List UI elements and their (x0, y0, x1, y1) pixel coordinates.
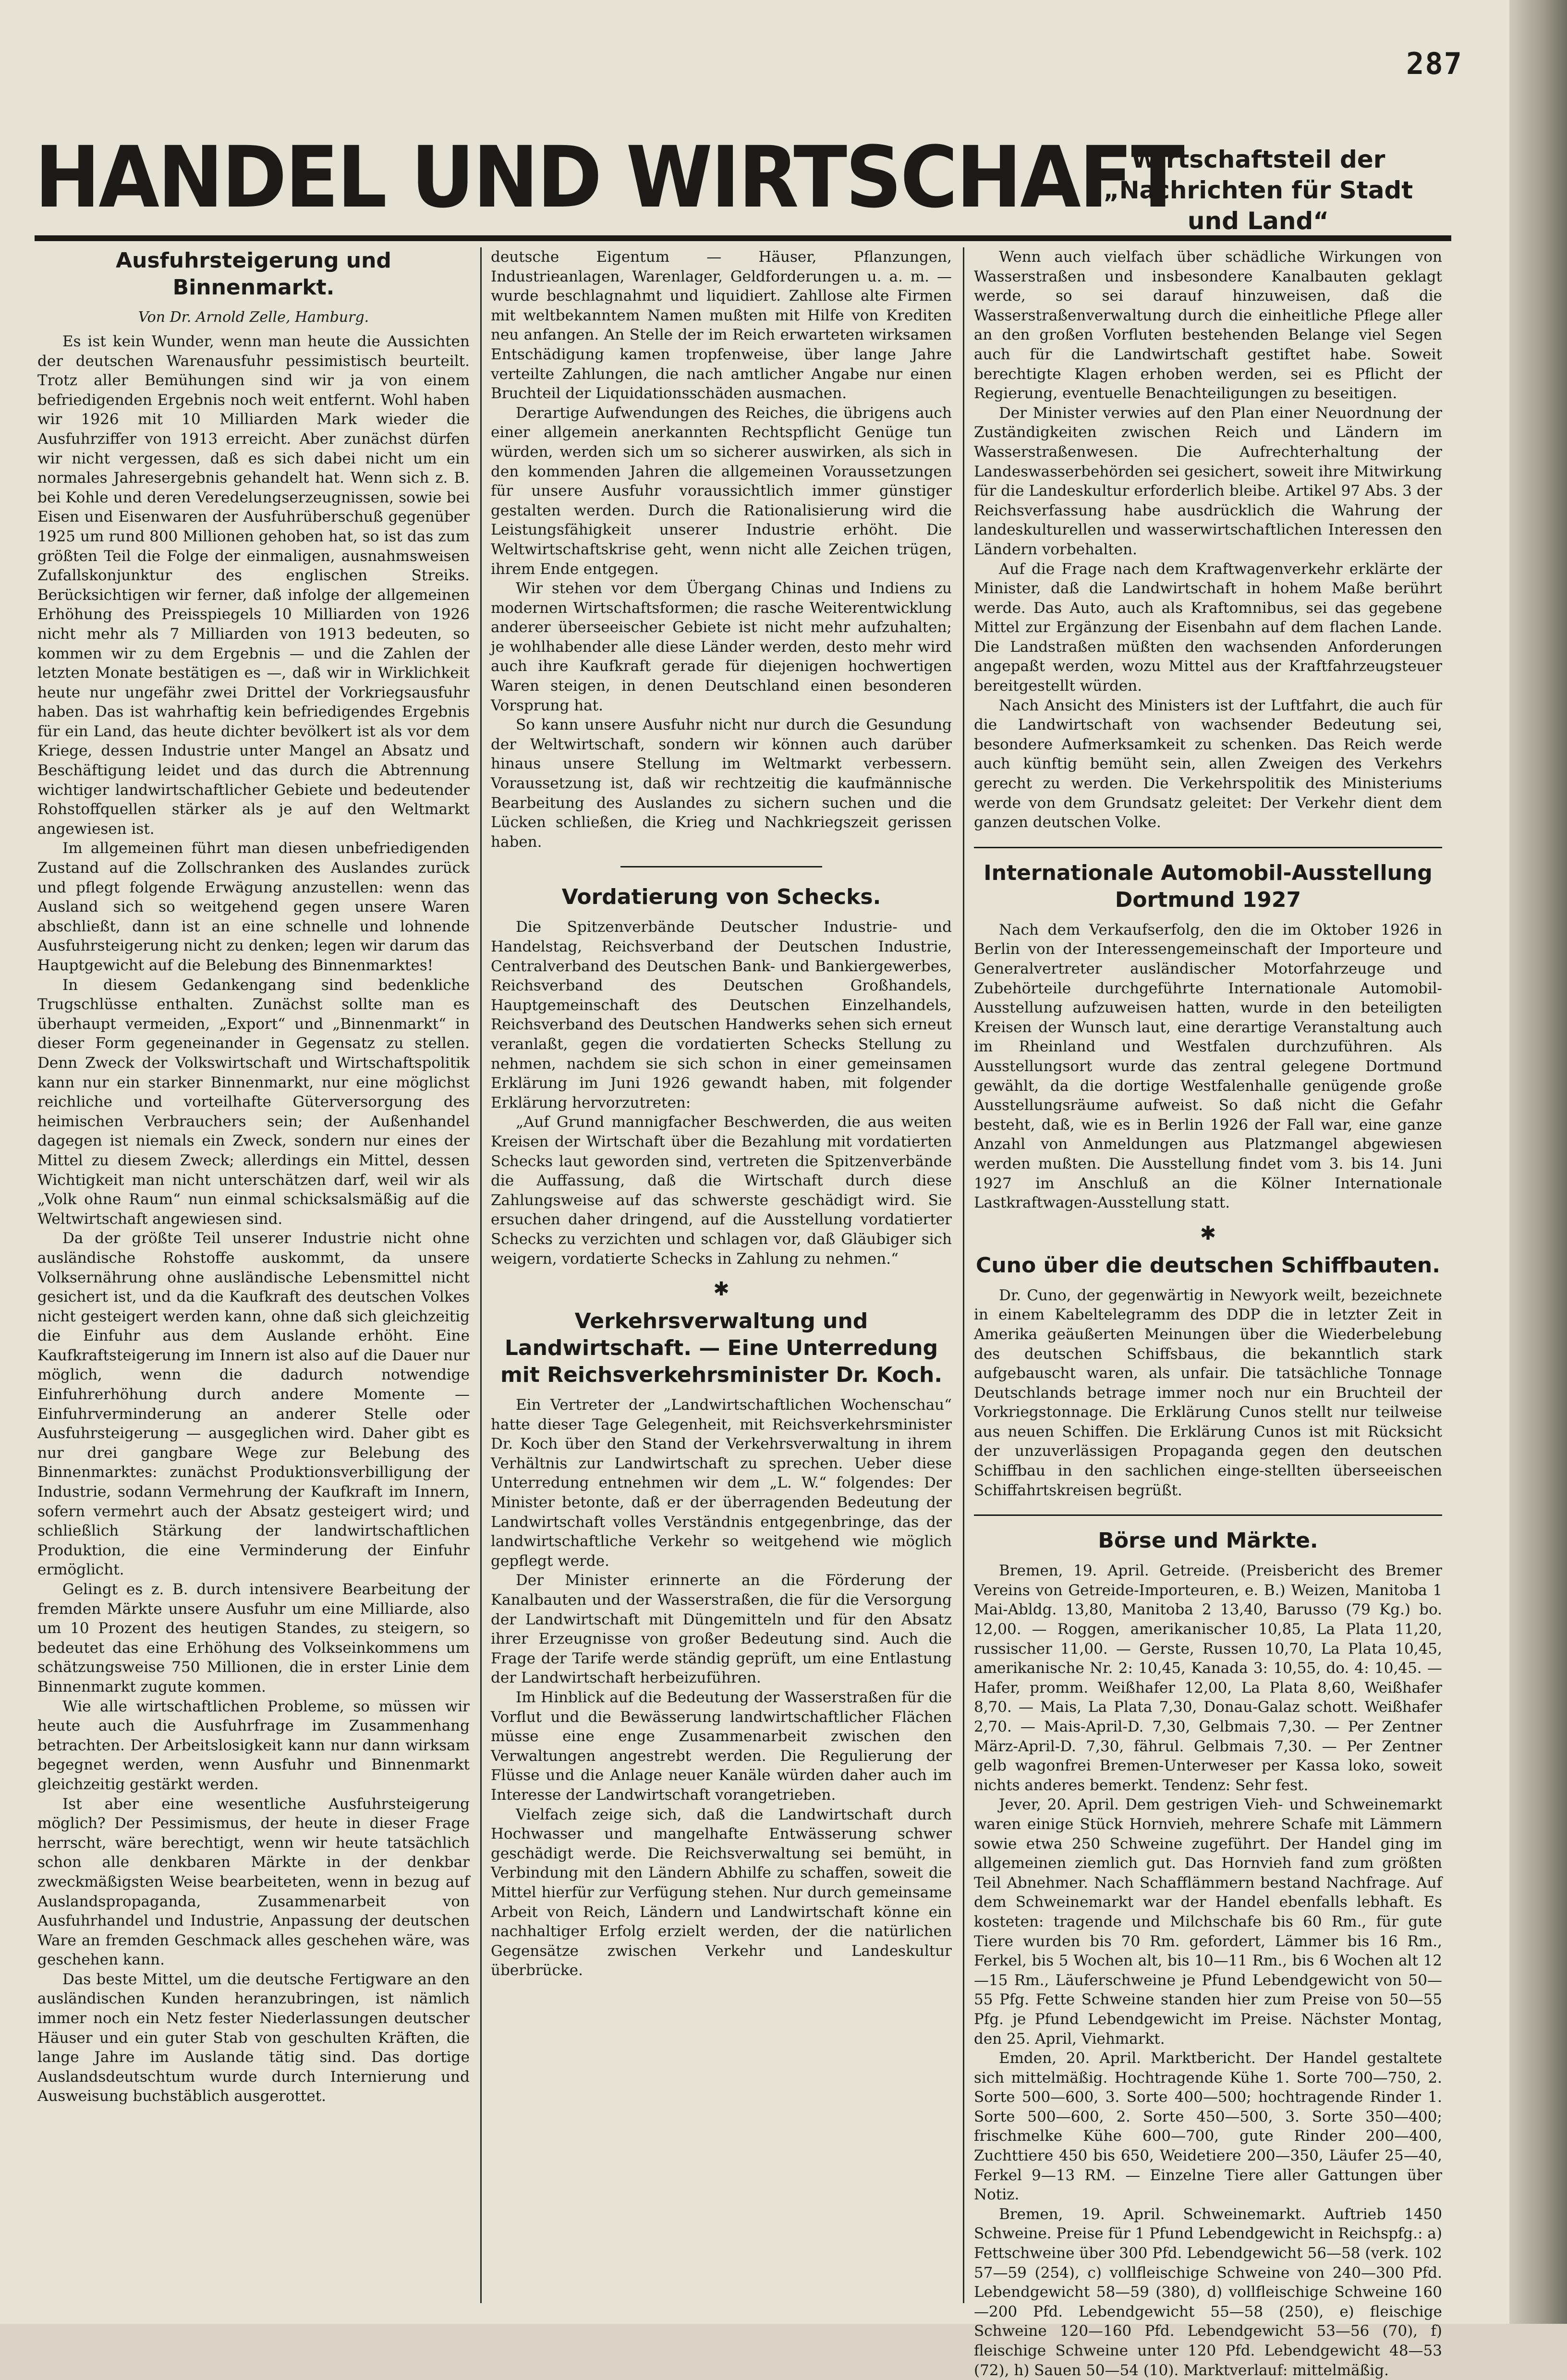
paragraph: Wie alle wirtschaftlichen Probleme, so müssen wir heute auch die Ausfuhrfrage im Zusammenhang betrachten. Der Arbeitslosigkeit kann nur dann wirksam begegnet werden, wenn Ausfuhr und Binnenmarkt gleichzeitig gestärkt werden. (37, 1697, 470, 1793)
paragraph: Vielfach zeige sich, daß die Landwirtschaft durch Hochwasser und mangelhafte Entwässerung schwer geschädigt werde. Die Reichsverwaltung sei bemüht, in Verbindung mit den Ländern Abhilfe zu schaffen, soweit die Mittel hierfür zur Verfügung stehen. Nur durch gemeinsame Arbeit von Reich, Ländern und Landwirtschaft könne ein nachhaltiger Erfolg erzielt werden, der die natürlichen Gegensätze zwischen Verkehr und Landeskultur überbrücke. (491, 1806, 952, 1979)
column-2 (491, 247, 952, 2303)
article-separator (620, 866, 822, 867)
paragraph: Jever, 20. April. Dem gestrigen Vieh- und Schweinemarkt waren einige Stück Hornvieh, mehrere Schafe mit Lämmern sowie etwa 250 Schweine zugeführt. Der Handel ging im allgemeinen ziemlich gut. Das Hornvieh fand zum größten Teil Abnehmer. Nach Schafflämmern bestand Nachfrage. Auf dem Schweinemarkt war der Handel ebenfalls lebhaft. Es kosteten: tragende und Milchschafe bis 60 Rm., für gute Tiere wurden bis 70 Rm. gefordert, Lämmer bis 16 Rm., Ferkel, bis 5 Wochen alt, bis 10—11 Rm., bis 6 Wochen alt 12—15 Rm., Läuferschweine je Pfund Lebendgewicht von 50—55 Pfg. Fette Schweine standen hier zum Preise von 50—55 Pfg. je Pfund Lebendgewicht im Preise. Nächster Montag, den 25. April, Viehmarkt. (974, 1796, 1442, 2048)
paragraph: Bremen, 19. April. Schweinemarkt. Auftrieb 1450 Schweine. Preise für 1 Pfund Lebendgewicht in Reichspfg.: a) Fettschweine über 300 Pfd. Lebendgewicht 56—58 (verk. 102 57—59 (254), c) vollfleischige Schweine von 240—300 Pfd. Lebendgewicht 58—59 (380), d) vollfleischige Schweine 160—200 Pfd. Lebendgewicht 55—58 (250), e) fleischige Schweine 120—160 Pfd. Lebendgewicht 53—56 (70), f) fleischige Schweine unter 120 Pfd. Lebendgewicht 48—53 (72), h) Sauen 50—54 (10). Marktverlauf: mittelmäßig. (974, 2205, 1442, 2379)
article-title-ausfuhr: Ausfuhrsteigerung und Binnenmarkt. (116, 248, 391, 300)
star-separator: ✱ (1200, 1222, 1216, 1245)
paragraph: Im allgemeinen führt man diesen unbefriedigenden Zustand auf die Zollschranken des Auslandes zurück und pflegt folgende Erwägung anzustellen: wenn das Ausland sich so weitgehend gegen unsere Waren abschließt, dann ist an eine schnelle und lohnende Ausfuhrsteigerung nicht zu denken; legen wir darum das Hauptgewicht auf die Belebung des Binnenmarktes! (37, 840, 470, 974)
masthead-subtitle (1076, 144, 1441, 236)
paragraph: Nach Ansicht des Ministers ist der Luftfahrt, die auch für die Landwirtschaft von wachsender Bedeutung sei, besondere Aufmerksamkeit zu schenken. Das Reich werde auch künftig bemüht sein, allen Zweigen des Verkehrs gerecht zu werden. Die Verkehrspolitik des Ministeriums werde von dem Grundsatz geleitet: Der Verkehr dient dem ganzen deutschen Volke. (974, 696, 1442, 831)
article-title-cuno: Cuno über die deutschen Schiffbauten. (976, 1253, 1440, 1278)
paragraph: Auf die Frage nach dem Kraftwagenverkehr erklärte der Minister, daß die Landwirtschaft in hohem Maße berührt werde. Das Auto, auch als Kraftomnibus, sei das gegebene Mittel zur Ergänzung der Eisenbahn auf dem flachen Lande. Die Landstraßen müßten den wachsenden Anforderungen angepaßt werden, wozu Mittel aus der Kraftfahrzeugsteuer bereitgestellt würden. (974, 560, 1442, 695)
masthead-subtitle-line2: „Nachrichten für Stadt und Land“ (1103, 176, 1413, 235)
paragraph: Im Hinblick auf die Bedeutung der Wasserstraßen für die Vorflut und die Bewässerung landwirtschaftlicher Flächen müsse eine enge Zusammenarbeit zwischen den Verwaltungen angestrebt werden. Die Regulierung der Flüsse und die Anlage neuer Kanäle würden daher auch im Interesse der Landwirtschaft vorangetrieben. (491, 1689, 952, 1804)
paragraph: In diesem Gedankengang sind bedenkliche Trugschlüsse enthalten. Zunächst sollte man es überhaupt vermeiden, „Export“ und „Binnenmarkt“ in dieser Form gegeneinander in Gegensatz zu stellen. Denn Zweck der Volkswirtschaft und Wirtschaftspolitik kann nur ein starker Binnenmarkt, nur eine möglichst reichliche und vorteilhafte Güterversorgung des heimischen Verbrauchers sein; der Außenhandel dagegen ist niemals ein Zweck, sondern nur eines der Mittel zu diesem Zweck; allerdings ein Mittel, dessen Wichtigkeit man nicht unterschätzen darf, weil wir als „Volk ohne Raum“ nun einmal schicksalsmäßig auf die Weltwirtschaft angewiesen sind. (37, 976, 470, 1228)
column-divider (963, 247, 964, 2303)
paragraph: Emden, 20. April. Marktbericht. Der Handel gestaltete sich mittelmäßig. Hochtragende Kühe 1. Sorte 700—750, 2. Sorte 500—600, 3. Sorte 400—500; hochtragende Rinder 1. Sorte 500—600, 2. Sorte 450—500, 3. Sorte 350—400; frischmelke Kühe 600—700, gute Rinder 200—400, Zuchttiere 450 bis 650, Weidetiere 200—350, Läufer 25—40, Ferkel 9—13 RM. — Einzelne Tiere aller Gattungen über Notiz. (974, 2050, 1442, 2204)
article-title-automobil: Internationale Automobil-Ausstellung Dortmund 1927 (984, 860, 1433, 912)
paragraph: Der Minister verwies auf den Plan einer Neuordnung der Zuständigkeiten zwischen Reich und Ländern im Wasserstraßenwesen. Die Aufrechterhaltung der Landeswasserbehörden sei gesichert, soweit ihre Mitwirkung für die Landeskultur erforderlich bleibe. Artikel 97 Abs. 3 der Reichsverfassung habe ausdrücklich die Wahrung der landeskulturellen und wasserwirtschaftlichen Interessen den Ländern vorbehalten. (974, 404, 1442, 558)
paragraph: Bremen, 19. April. Getreide. (Preisbericht des Bremer Vereins von Getreide-Importeuren, e. B.) Weizen, Manitoba 1 Mai-Abldg. 13,80, Manitoba 2 13,40, Barusso (79 Kg.) bo. 12,00. — Roggen, amerikanischer 10,85, La Plata 11,20, russischer 11,00. — Gerste, Russen 10,70, La Plata 10,45, amerikanische Nr. 2: 10,45, Kanada 3: 10,55, do. 4: 10,45. — Hafer, promm. Weißhafer 12,00, La Plata 8,60, Weißhafer 8,70. — Mais, La Plata 7,30, Donau-Galaz schott. Weißhafer 2,70. — Mais-April-D. 7,30, Gelbmais 7,30. — Per Zentner März-April-D. 7,30, fährul. Gelbmais 7,30. — Per Zentner gelb wagonfrei Bremen-Unterweser per Kassa loko, soweit nichts anderes bemerkt. Tendenz: Sehr fest. (974, 1562, 1442, 1794)
column-divider (480, 247, 482, 2303)
paragraph: Die Spitzenverbände Deutscher Industrie- und Handelstag, Reichsverband der Deutschen Industrie, Centralverband des Deutschen Bank- und Bankiergewerbes, Reichsverband des Deutschen Großhandels, Hauptgemeinschaft des Deutschen Einzelhandels, Reichsverband des Deutschen Handwerks sehen sich erneut veranlaßt, gegen die vordatierten Schecks Stellung zu nehmen, nachdem sie sich schon in einer gemeinsamen Erklärung im Juni 1926 gewandt haben, mit folgender Erklärung hervorzutreten: (491, 918, 952, 1111)
page-binding-edge (1509, 0, 1567, 2324)
paragraph: Das beste Mittel, um die deutsche Fertigware an den ausländischen Kunden heranzubringen, ist nämlich immer noch ein Netz fester Niederlassungen deutscher Häuser und ein guter Stab von geschulten Kräften, die lange Jahre im Auslande tätig sind. Das dortige Auslandsdeutschtum wurde durch Internierung und Ausweisung buchstäblich ausgerottet. (37, 1970, 470, 2105)
paragraph: Dr. Cuno, der gegenwärtig in Newyork weilt, bezeichnete in einem Kabeltelegramm des DDP die in letzter Zeit in Amerika geäußerten Meinungen über die Wiederbelebung des deutschen Schiffsbaus, die bekanntlich stark aufgebauscht waren, als unfair. Die tatsächliche Tonnage Deutschlands betrage immer noch nur ein Bruchteil der Vorkriegstonnage. Die Erklärung Cunos stellt nur teilweise aus neuen Schiffen. Die Erklärung Cunos ist mit Rücksicht der unzuverlässigen Propaganda gegen den deutschen Schiffbau in den sachlichen einge-stellten überseeischen Schiffahrtskreisen begrüßt. (974, 1286, 1442, 1499)
article-title-verkehr: Verkehrsverwaltung und Landwirtschaft. — Eine Unterredung mit Reichsverkehrsminister Dr. Koch. (500, 1309, 943, 1388)
paragraph: Es ist kein Wunder, wenn man heute die Aussichten der deutschen Warenausfuhr pessimistisch beurteilt. Trotz aller Bemühungen sind wir ja von einem befriedigenden Ergebnis noch weit entfernt. Wohl haben wir 1926 mit 10 Milliarden Mark wieder die Ausfuhrziffer von 1913 erreicht. Aber zunächst dürfen wir nicht vergessen, daß es sich dabei nicht um ein normales Jahresergebnis gehandelt hat. Wenn sich z. B. bei Kohle und deren Veredelungserzeugnissen, sowie bei Eisen und Eisenwaren der Ausfuhrüberschuß gegenüber 1925 um rund 800 Millionen gehoben hat, so ist das zum größten Teil die Folge der einmaligen, ausnahmsweisen Zufallskonjunktur des englischen Streiks. Berücksichtigen wir ferner, daß infolge der allgemeinen Erhöhung des Preisspiegels 10 Milliarden von 1926 nicht mehr als 7 Milliarden von 1913 bedeuten, so kommen wir zu dem Ergebnis — und die Zahlen der letzten Monate bestätigen es —, daß wir in Wirklichkeit heute nur ungefähr zwei Drittel der Vorkriegsausfuhr haben. Das ist wahrhaftig kein befriedigendes Ergebnis für ein Land, das heute dichter bevölkert ist als vor dem Kriege, dessen Industrie unter Mangel an Absatz und Beschäftigung leidet und das durch die Abtrennung wichtiger landwirtschaftlicher Gebiete und bedeutender Rohstoffquellen stärker als je auf den Weltmarkt angewiesen ist. (37, 333, 470, 838)
paragraph: Nach dem Verkaufserfolg, den die im Oktober 1926 in Berlin von der Interessengemeinschaft der Importeure und Generalvertreter ausländischer Motorfahrzeuge und Zubehörteile durchgeführte Internationale Automobil-Ausstellung aufzuweisen hatten, wurde in den beteiligten Kreisen der Wunsch laut, eine derartige Veranstaltung auch im Rheinland und Westfalen durchzuführen. Als Ausstellungsort wurde das zentral gelegene Dortmund gewählt, da die dortige Westfalenhalle genügende große Ausstellungsräume aufweist. So daß nicht die Gefahr besteht, daß, wie es in Berlin 1926 der Fall war, eine ganze Anzahl von Anmeldungen aus Platzmangel abgewiesen werden mußten. Die Ausstellung findet vom 3. bis 14. Juni 1927 im Anschluß an die Kölner Internationale Lastkraftwagen-Ausstellung statt. (974, 921, 1442, 1212)
article-separator (974, 1514, 1442, 1516)
paragraph: Ein Vertreter der „Landwirtschaftlichen Wochenschau“ hatte dieser Tage Gelegenheit, mit Reichsverkehrsminister Dr. Koch über den Stand der Verkehrsverwaltung in ihrem Verhältnis zur Landwirtschaft zu sprechen. Ueber diese Unterredung entnehmen wir dem „L. W.“ folgendes: Der Minister betonte, daß er der überragenden Bedeutung der Landwirtschaft volles Verständnis entgegenbringe, das der landwirtschaftliche Verkehr so weitgehend wie möglich gepflegt werde. (491, 1396, 952, 1570)
page-number: 287 (1406, 46, 1463, 81)
paragraph: Da der größte Teil unserer Industrie nicht ohne ausländische Rohstoffe auskommt, da unsere Volksernährung ohne ausländische Lebensmittel nicht gesichert ist, und da die Kaufkraft des deutschen Volkes nicht gesteigert werden kann, ohne daß sich gleichzeitig die Einfuhr aus dem Auslande erhöht. Eine Kaufkraftsteigerung im Innern ist also auf die Dauer nur möglich, wenn die dadurch notwendige Einfuhrerhöhung durch andere Momente — Einfuhrverminderung an anderer Stelle oder Ausfuhrsteigerung — ausgeglichen wird. Daher gibt es nur drei gangbare Wege zur Belebung des Binnenmarktes: zunächst Produktionsverbilligung der Industrie, sodann Vermehrung der Kaufkraft im Innern, sofern vermehrt auch der Absatz gesteigert wird; und schließlich Stärkung der landwirtschaftlichen Produktion, die eine Verminderung der Einfuhr ermöglicht. (37, 1230, 470, 1579)
paragraph: deutsche Eigentum — Häuser, Pflanzungen, Industrieanlagen, Warenlager, Geldforderungen u. a. m. — wurde beschlagnahmt und liquidiert. Zahllose alte Firmen mit weltbekanntem Namen mußten mit Hilfe von Krediten neu anfangen. An Stelle der im Reich erwarteten wirksamen Entschädigung kamen tropfenweise, über lange Jahre verteilte Zahlungen, die nach amtlicher Angabe nur einen Bruchteil der Liquidationsschäden ausmachen. (491, 248, 952, 403)
paragraph: Wenn auch vielfach über schädliche Wirkungen von Wasserstraßen und insbesondere Kanalbauten geklagt werde, so sei darauf hinzuweisen, daß die Wasserstraßenverwaltung durch die einheitliche Pflege aller an den großen Vorfluten bestehenden Belange viel Segen auch für die Landwirtschaft gestiftet habe. Soweit berechtigte Klagen erhoben werden, sei es Pflicht der Regierung, eventuelle Benachteiligungen zu beseitigen. (974, 248, 1442, 403)
paragraph: „Auf Grund mannigfacher Beschwerden, die aus weiten Kreisen der Wirtschaft über die Bezahlung mit vordatierten Schecks laut geworden sind, vertreten die Spitzenverbände die Auffassung, daß die Wirtschaft durch diese Zahlungsweise auf das schwerste geschädigt wird. Sie ersuchen daher dringend, auf die Ausstellung vordatierter Schecks zu verzichten und schlagen vor, daß Gläubiger sich weigern, vordatierte Schecks in Zahlung zu nehmen.“ (491, 1113, 952, 1268)
paragraph: Der Minister erinnerte an die Förderung der Kanalbauten und der Wasserstraßen, die für die Versorgung der Landwirtschaft mit Düngemitteln und für den Absatz ihrer Erzeugnisse von großer Bedeutung sind. Auch die Frage der Tarife werde ständig geprüft, um eine Entlastung der Landwirtschaft herbeizuführen. (491, 1572, 952, 1687)
article-title-vordatierung: Vordatierung von Schecks. (561, 885, 881, 910)
column-3 (974, 247, 1442, 2379)
paragraph: Ist aber eine wesentliche Ausfuhrsteigerung möglich? Der Pessimismus, der heute in dieser Frage herrscht, wäre berechtigt, wenn wir heute tatsächlich schon alle denkbaren Märkte in der denkbar zweckmäßigsten Weise bearbeiteten, wenn in bezug auf Auslandspropaganda, Zusammenarbeit von Ausfuhrhandel und Industrie, Anpassung der deutschen Ware an fremden Geschmack alles geschehen wäre, was geschehen kann. (37, 1795, 470, 1969)
column-1 (37, 247, 470, 2303)
masthead-title: HANDEL UND WIRTSCHAFT (35, 128, 1183, 227)
article-byline-ausfuhr: Von Dr. Arnold Zelle, Hamburg. (138, 309, 369, 326)
masthead-subtitle-line1: Wirtschaftsteil der (1131, 146, 1385, 173)
star-separator: ✱ (713, 1278, 729, 1301)
paragraph: Gelingt es z. B. durch intensivere Bearbeitung der fremden Märkte unsere Ausfuhr um eine Milliarde, also um 10 Prozent des heutigen Standes, zu steigern, so bedeutet das eine Erhöhung des Volkseinkommens um schätzungsweise 750 Millionen, die in erster Linie dem Binnenmarkt zugute kommen. (37, 1581, 470, 1696)
paragraph: So kann unsere Ausfuhr nicht nur durch die Gesundung der Weltwirtschaft, sondern wir können auch darüber hinaus unsere Stellung im Weltmarkt verbessern. Voraussetzung ist, daß wir rechtzeitig die kaufmännische Bearbeitung des Auslandes zu sichern suchen und die Lücken schließen, die Krieg und Nachkriegszeit gerissen haben. (491, 716, 952, 851)
article-separator (974, 847, 1442, 848)
article-title-boerse: Börse und Märkte. (1098, 1528, 1318, 1553)
paragraph: Wir stehen vor dem Übergang Chinas und Indiens zu modernen Wirtschaftsformen; die rasche Weiterentwicklung anderer überseeischer Gebiete ist nicht mehr aufzuhalten; je wohlhabender alle diese Länder werden, desto mehr wird auch ihre Kaufkraft gerade für diejenigen hochwertigen Waren steigen, in denen Deutschland einen besonderen Vorsprung hat. (491, 580, 952, 714)
masthead-rule (35, 235, 1451, 241)
paragraph: Derartige Aufwendungen des Reiches, die übrigens auch einer allgemein anerkannten Rechtspflicht Genüge tun würden, werden sich um so sicherer auswirken, als sich in den kommenden Jahren die allgemeinen Voraussetzungen für unsere Ausfuhr voraussichtlich immer günstiger gestalten werden. Durch die Rationalisierung wird die Leistungsfähigkeit unserer Industrie erhöht. Die Weltwirtschaftskrise geht, wenn nicht alle Zeichen trügen, ihrem Ende entgegen. (491, 404, 952, 578)
